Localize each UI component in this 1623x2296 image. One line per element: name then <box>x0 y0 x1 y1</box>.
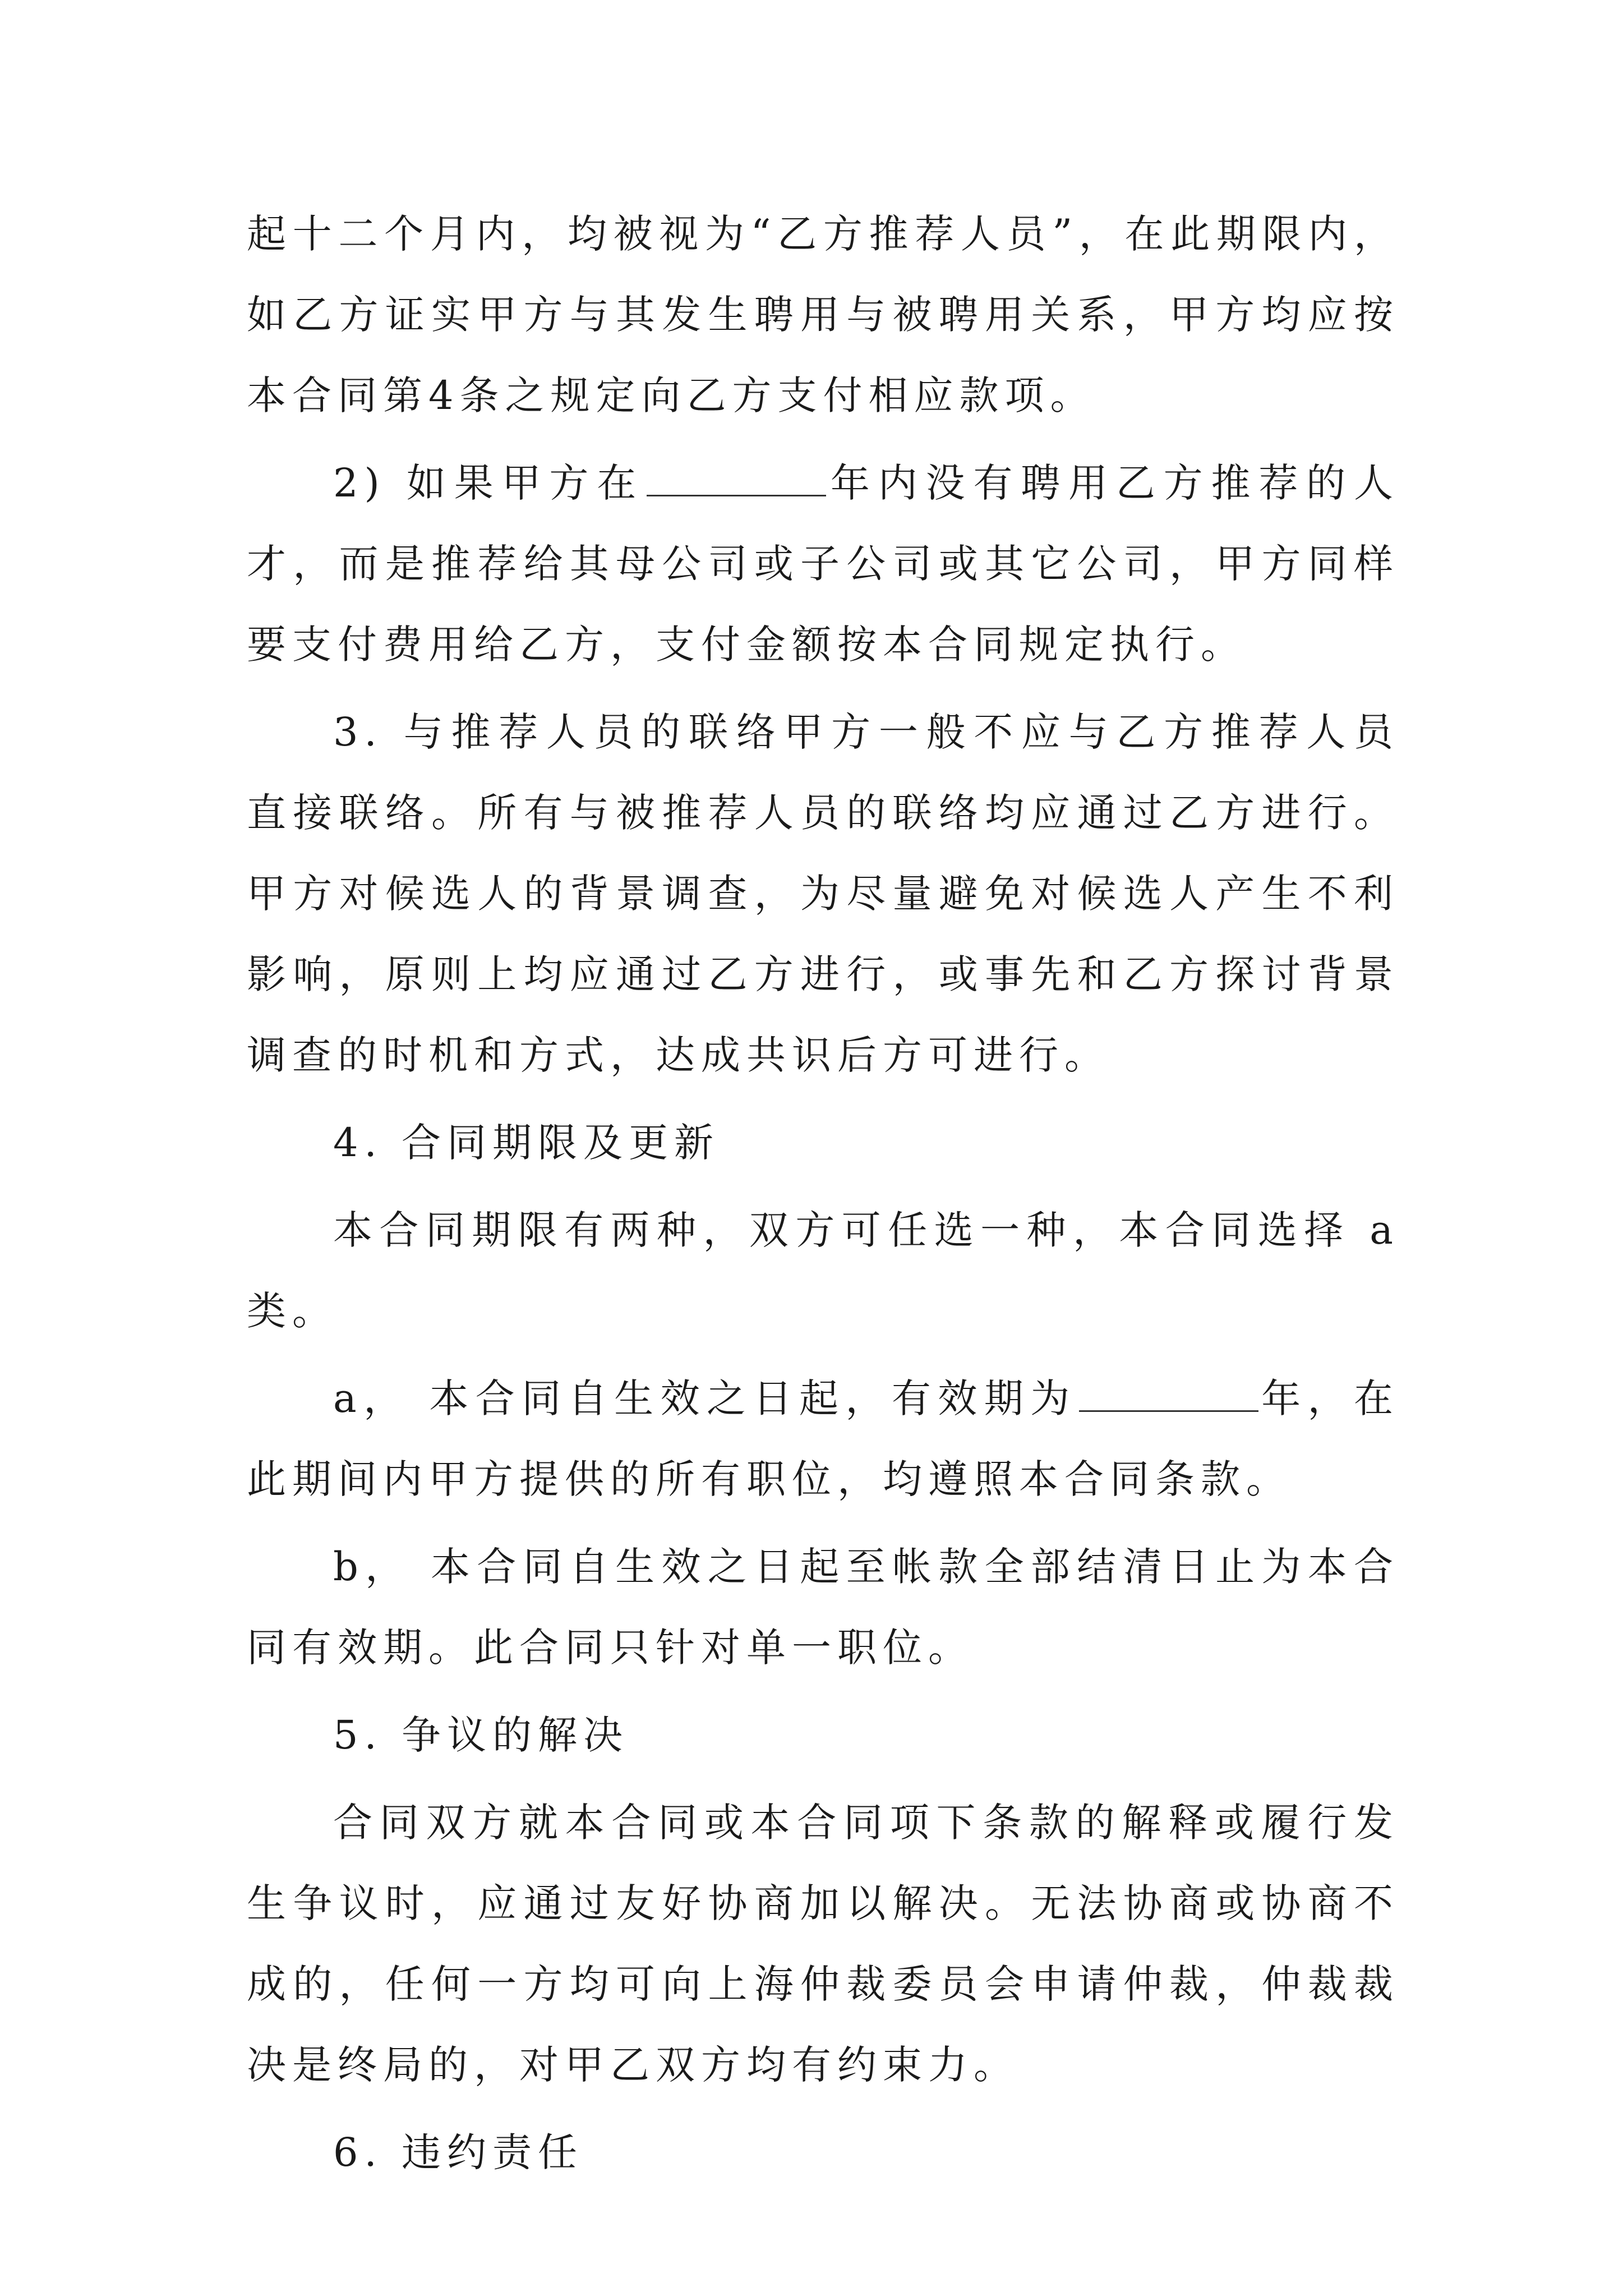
paragraph-term-options: 本合同期限有两种，双方可任选一种，本合同选择 a类。 <box>247 1207 1399 1334</box>
section-title-dispute-resolution: 5. 争议的解决 <box>333 1712 629 1758</box>
section-title-liability: 6. 违约责任 <box>333 2129 584 2175</box>
section-title-contract-term: 4. 合同期限及更新 <box>333 1120 720 1166</box>
clause-2-text-after: 年内没有聘用乙方推荐的人才，而是推荐给其母公司或子公司或其它公司，甲方同样要支付费用给乙方，支付金额按本合同规定执行。 <box>247 460 1399 668</box>
paragraph-option-b: b， 本合同自生效之日起至帐款全部结清日止为本合同有效期。此合同只针对单一职位。 <box>247 1544 1399 1671</box>
clause-2-text-before: 2) 如果甲方在 <box>333 460 645 506</box>
paragraph-dispute-resolution: 合同双方就本合同或本合同项下条款的解释或履行发生争议时，应通过友好协商加以解决。无法协商或协商不成的，任何一方均可向上海仲裁委员会申请仲裁，仲裁裁决是终局的，对甲乙双方均有约束力。 <box>247 1800 1399 2088</box>
option-a-text-after: 年，在此期间内甲方提供的所有职位，均遵照本合同条款。 <box>247 1375 1400 1502</box>
paragraph-option-a <box>247 1358 1399 1520</box>
validity-years-blank-field <box>1079 1379 1258 1412</box>
document-body <box>247 194 1399 2200</box>
paragraph-clause-2 <box>247 443 1399 685</box>
paragraph-clause-3-contact: 3. 与推荐人员的联络甲方一般不应与乙方推荐人员直接联络。所有与被推荐人员的联络均应通过乙方进行。甲方对候选人的背景调查，为尽量避免对候选人产生不利影响，原则上均应通过乙方进行，或事先和乙方探讨背景调查的时机和方式，达成共识后方可进行。 <box>247 709 1399 1078</box>
paragraph-recommended-personnel: 起十二个月内，均被视为“乙方推荐人员”，在此期限内，如乙方证实甲方与其发生聘用与被聘用关系，甲方均应按本合同第4条之规定向乙方支付相应款项。 <box>247 211 1399 418</box>
option-a-text-before: a， 本合同自生效之日起，有效期为 <box>333 1375 1077 1421</box>
years-blank-field <box>647 463 826 496</box>
